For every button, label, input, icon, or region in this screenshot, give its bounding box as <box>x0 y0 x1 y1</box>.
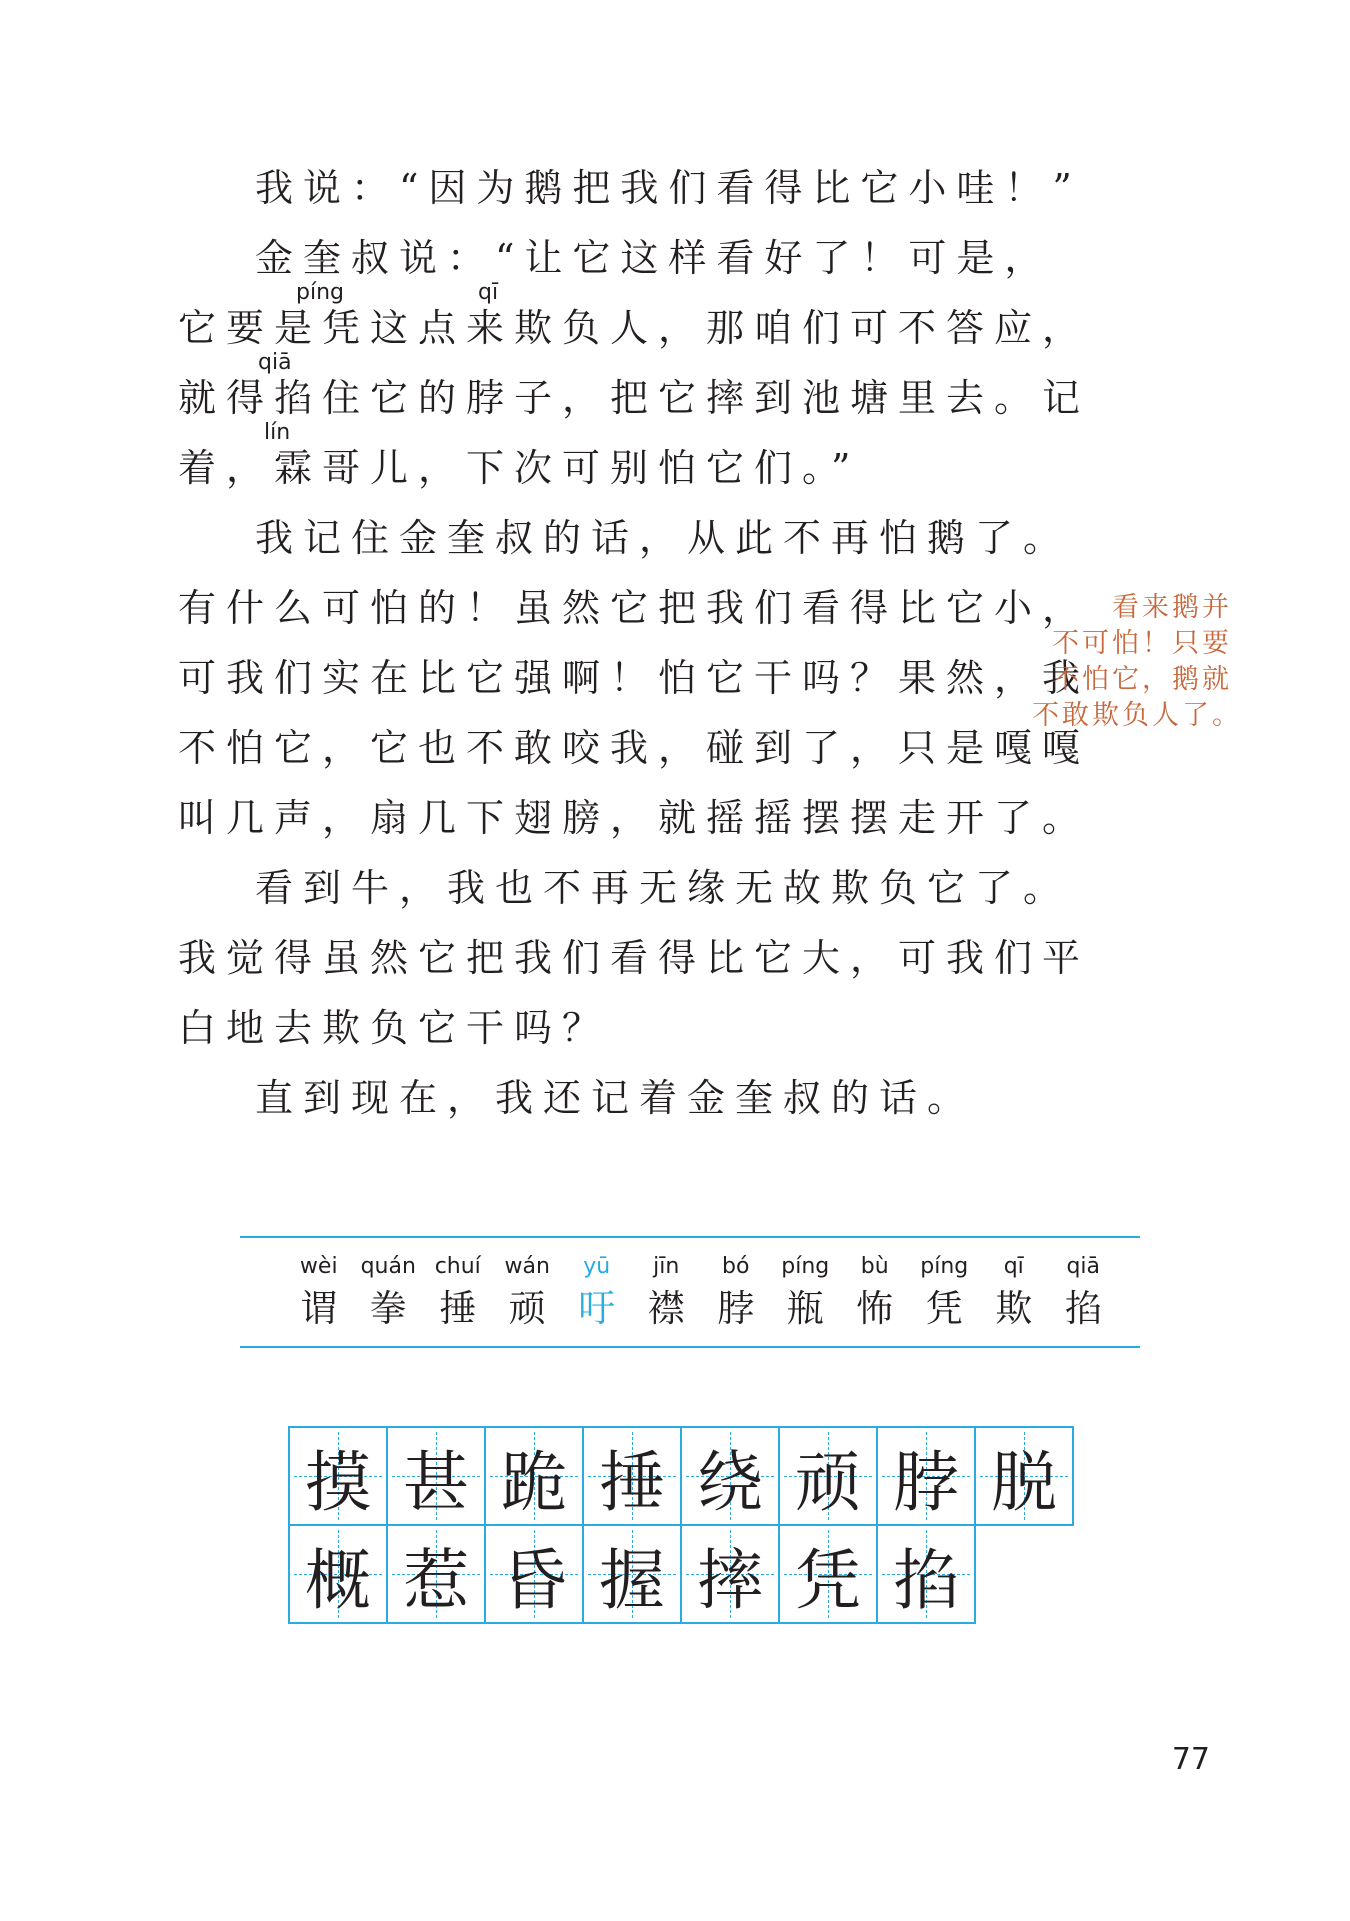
text-line: 我记住金奎叔的话，从此不再怕鹅了。 <box>255 516 1072 560</box>
vocab-item <box>910 1253 980 1331</box>
vocab-item <box>771 1253 841 1331</box>
vocab-hanzi: 怖 <box>856 1287 894 1330</box>
writing-cell <box>974 1426 1074 1526</box>
vocab-pinyin: quán <box>360 1254 416 1279</box>
text-line: 它要是凭这点来欺负人，那咱们可不答应， <box>178 306 1091 350</box>
vocab-hanzi: 顽 <box>508 1287 546 1330</box>
writing-char: 惹 <box>403 1541 469 1619</box>
vocab-item <box>284 1253 354 1331</box>
writing-cell <box>386 1426 486 1526</box>
vocab-pinyin: píng <box>920 1254 969 1279</box>
vocab-hanzi: 掐 <box>1064 1287 1102 1330</box>
pinyin-annotation: lín <box>264 420 291 445</box>
vocab-pinyin: píng <box>781 1254 830 1279</box>
vocab-item <box>493 1253 563 1331</box>
vocab-hanzi: 吁 <box>578 1287 616 1330</box>
writing-char: 摸 <box>305 1443 371 1521</box>
writing-cell <box>582 1426 682 1526</box>
writing-char: 绕 <box>697 1443 763 1521</box>
writing-cell <box>778 1426 878 1526</box>
vocab-item <box>701 1253 771 1331</box>
writing-char: 顽 <box>795 1443 861 1521</box>
writing-cell <box>680 1426 780 1526</box>
writing-cell <box>484 1426 584 1526</box>
writing-char: 脱 <box>991 1443 1057 1521</box>
vocab-hanzi: 捶 <box>439 1287 477 1330</box>
vocab-item <box>840 1253 910 1331</box>
writing-cell <box>484 1524 584 1624</box>
vocab-pinyin: bù <box>860 1254 889 1279</box>
text-line: 就得掐住它的脖子，把它摔到池塘里去。记 <box>178 376 1091 420</box>
vocab-pinyin: qiā <box>1066 1254 1101 1279</box>
writing-char: 凭 <box>795 1541 861 1619</box>
vocab-top-rule <box>240 1236 1140 1238</box>
side-note-line: 不敢欺负人了。 <box>1032 700 1242 731</box>
vocab-hanzi: 欺 <box>995 1287 1033 1330</box>
text-line: 有什么可怕的！虽然它把我们看得比它小， <box>178 586 1091 630</box>
vocab-hanzi: 拳 <box>369 1287 407 1330</box>
text-line: 不怕它，它也不敢咬我，碰到了，只是嘎嘎 <box>178 726 1091 770</box>
writing-char: 跪 <box>501 1443 567 1521</box>
text-line: 叫几声，扇几下翅膀，就摇摇摆摆走开了。 <box>178 796 1091 840</box>
writing-char: 脖 <box>893 1443 959 1521</box>
pinyin-annotation: qī <box>478 280 499 305</box>
vocab-item <box>979 1253 1049 1331</box>
pinyin-annotation: píng <box>296 280 344 305</box>
page-number: 77 <box>1171 1742 1210 1777</box>
vocab-item <box>354 1253 424 1331</box>
vocab-hanzi: 凭 <box>925 1287 963 1330</box>
writing-cell <box>582 1524 682 1624</box>
text-line: 可我们实在比它强啊！怕它干吗？果然，我 <box>178 656 1091 700</box>
vocab-bottom-rule <box>240 1346 1140 1348</box>
writing-cell <box>876 1426 976 1526</box>
side-note <box>1032 590 1242 734</box>
writing-cell <box>876 1524 976 1624</box>
text-line: 白地去欺负它干吗？ <box>178 1006 611 1050</box>
vocab-pinyin: jīn <box>653 1254 680 1279</box>
writing-grid-row-2 <box>288 1524 974 1624</box>
writing-char: 甚 <box>403 1443 469 1521</box>
writing-cell <box>680 1524 780 1624</box>
writing-char: 摔 <box>697 1541 763 1619</box>
text-line: 我觉得虽然它把我们看得比它大，可我们平 <box>178 936 1091 980</box>
vocab-pinyin: wán <box>504 1254 550 1279</box>
writing-cell <box>288 1426 388 1526</box>
vocab-hanzi: 瓶 <box>786 1287 824 1330</box>
writing-cell <box>288 1524 388 1624</box>
side-note-line: 不可怕！只要 <box>1052 628 1232 659</box>
vocab-item <box>423 1253 493 1331</box>
writing-char: 握 <box>599 1541 665 1619</box>
vocab-pinyin: wèi <box>299 1254 338 1279</box>
text-line: 我说：“因为鹅把我们看得比它小哇！” <box>255 166 1082 210</box>
writing-cell <box>386 1524 486 1624</box>
vocab-pinyin: yū <box>583 1254 611 1279</box>
pinyin-annotation: qiā <box>258 350 292 375</box>
writing-char: 捶 <box>599 1443 665 1521</box>
writing-char: 概 <box>305 1541 371 1619</box>
writing-grid-row-1 <box>288 1426 1072 1526</box>
vocab-list <box>284 1253 1118 1331</box>
vocab-hanzi: 襟 <box>647 1287 685 1330</box>
text-line: 着，霖哥儿，下次可别怕它们。” <box>178 446 861 490</box>
text-line: 金奎叔说：“让它这样看好了！可是， <box>255 236 1053 280</box>
writing-char: 昏 <box>501 1541 567 1619</box>
writing-char: 掐 <box>893 1541 959 1619</box>
side-note-line: 不怕它，鹅就 <box>1052 664 1232 695</box>
vocab-item-highlighted <box>562 1253 632 1331</box>
vocab-hanzi: 谓 <box>300 1287 338 1330</box>
vocab-pinyin: chuí <box>434 1254 481 1279</box>
vocab-hanzi: 脖 <box>717 1287 755 1330</box>
text-line: 直到现在，我还记着金奎叔的话。 <box>255 1076 976 1120</box>
vocab-item <box>632 1253 702 1331</box>
writing-cell <box>778 1524 878 1624</box>
vocab-pinyin: bó <box>722 1254 750 1279</box>
side-note-line: 看来鹅并 <box>1112 592 1232 623</box>
vocab-item <box>1049 1253 1119 1331</box>
vocab-pinyin: qī <box>1003 1254 1024 1279</box>
text-line: 看到牛，我也不再无缘无故欺负它了。 <box>255 866 1072 910</box>
